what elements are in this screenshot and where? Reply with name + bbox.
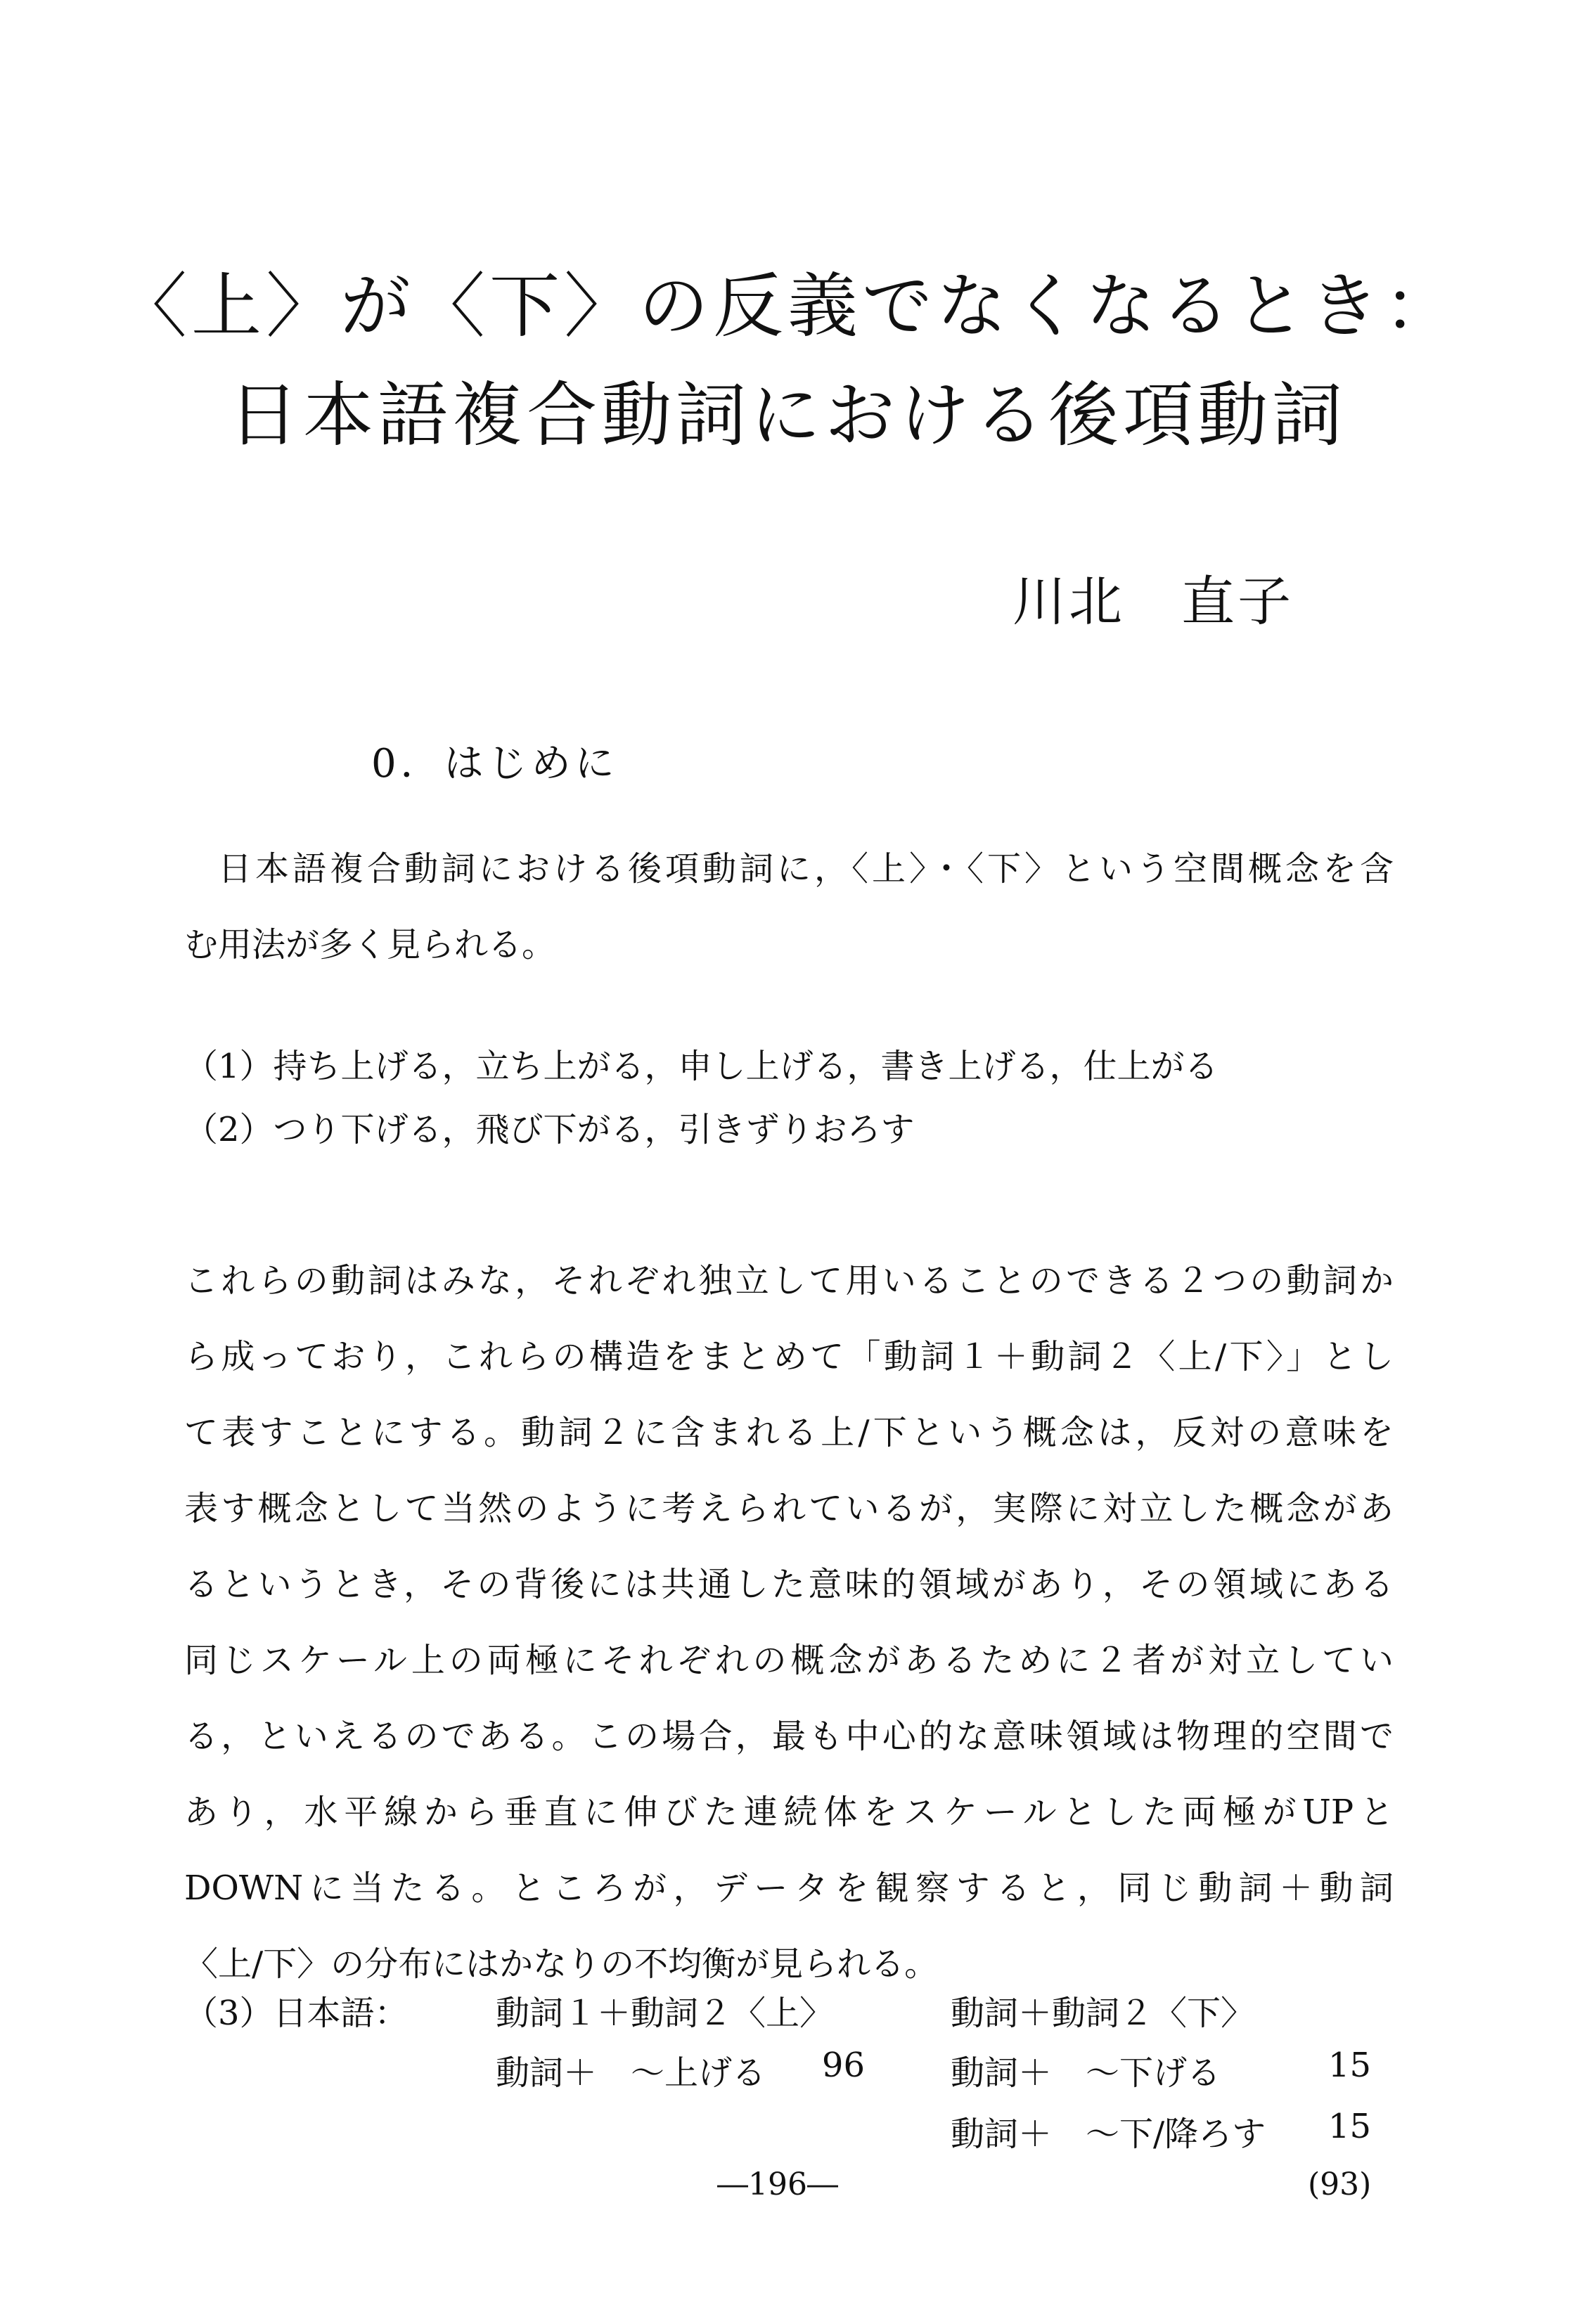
example-3-down-count: 15 [1328, 2107, 1371, 2146]
paragraph-line: るというとき，その背後には共通した意味的領域があり，その領域にある [184, 1565, 1394, 1604]
paragraph-line: 〈上/下〉の分布にはかなりの不均衡が見られる。 [184, 1944, 939, 1984]
author-name: 川北 直子 [1012, 570, 1294, 633]
intro-paragraph [184, 831, 1394, 983]
title-line-2: 日本語複合動詞における後項動詞 [229, 374, 1346, 456]
example-3-up-pattern: 動詞＋ ～上げる [496, 2053, 766, 2093]
paragraph-line: これらの動詞はみな，それぞれ独立して用いることのできる２つの動詞か [184, 1261, 1394, 1300]
section-heading: 0．はじめに [371, 741, 619, 787]
example-3-down-pattern: 動詞＋ ～下/降ろす [951, 2115, 1266, 2154]
example-1: （1）持ち上げる，立ち上がる，申し上げる，書き上げる，仕上がる [184, 1047, 1219, 1086]
paragraph-line: 同じスケール上の両極にそれぞれの概念があるために２者が対立してい [184, 1641, 1394, 1680]
title-line-1: 〈上〉が〈下〉の反義でなくなるとき： [117, 265, 1458, 347]
paragraph-line: ら成っており，これらの構造をまとめて「動詞１＋動詞２〈上/下〉」とし [184, 1337, 1394, 1376]
example-3-label: （3）日本語： [184, 1994, 409, 2033]
example-3-down-pattern: 動詞＋ ～下げる [951, 2053, 1221, 2093]
example-3-down-header: 動詞＋動詞２〈下〉 [951, 1994, 1255, 2033]
paragraph-line: る，といえるのである。この場合，最も中心的な意味領域は物理的空間で [184, 1717, 1394, 1756]
example-3-up-count: 96 [821, 2046, 865, 2085]
example-3-up-header: 動詞１＋動詞２〈上〉 [496, 1994, 834, 2033]
example-2: （2）つり下げる，飛び下がる，引きずりおろす [184, 1110, 915, 1149]
page-number-alt: (93) [1308, 2167, 1372, 2202]
page-number: ―196― [717, 2167, 838, 2202]
intro-line: む用法が多く見られる。 [184, 925, 556, 964]
main-paragraph [184, 1243, 1394, 2002]
example-3-down-count: 15 [1328, 2046, 1371, 2085]
paragraph-line: て表すことにする。動詞２に含まれる上/下という概念は，反対の意味を [184, 1413, 1394, 1452]
paragraph-line: あり，水平線から垂直に伸びた連続体をスケールとした両極がUPと [184, 1793, 1394, 1832]
intro-line: 日本語複合動詞における後項動詞に，〈上〉・〈下〉という空間概念を含 [218, 849, 1394, 889]
paragraph-line: DOWNに当たる。ところが，データを観察すると，同じ動詞＋動詞 [184, 1868, 1394, 1908]
paragraph-line: 表す概念として当然のように考えられているが，実際に対立した概念があ [184, 1489, 1394, 1528]
